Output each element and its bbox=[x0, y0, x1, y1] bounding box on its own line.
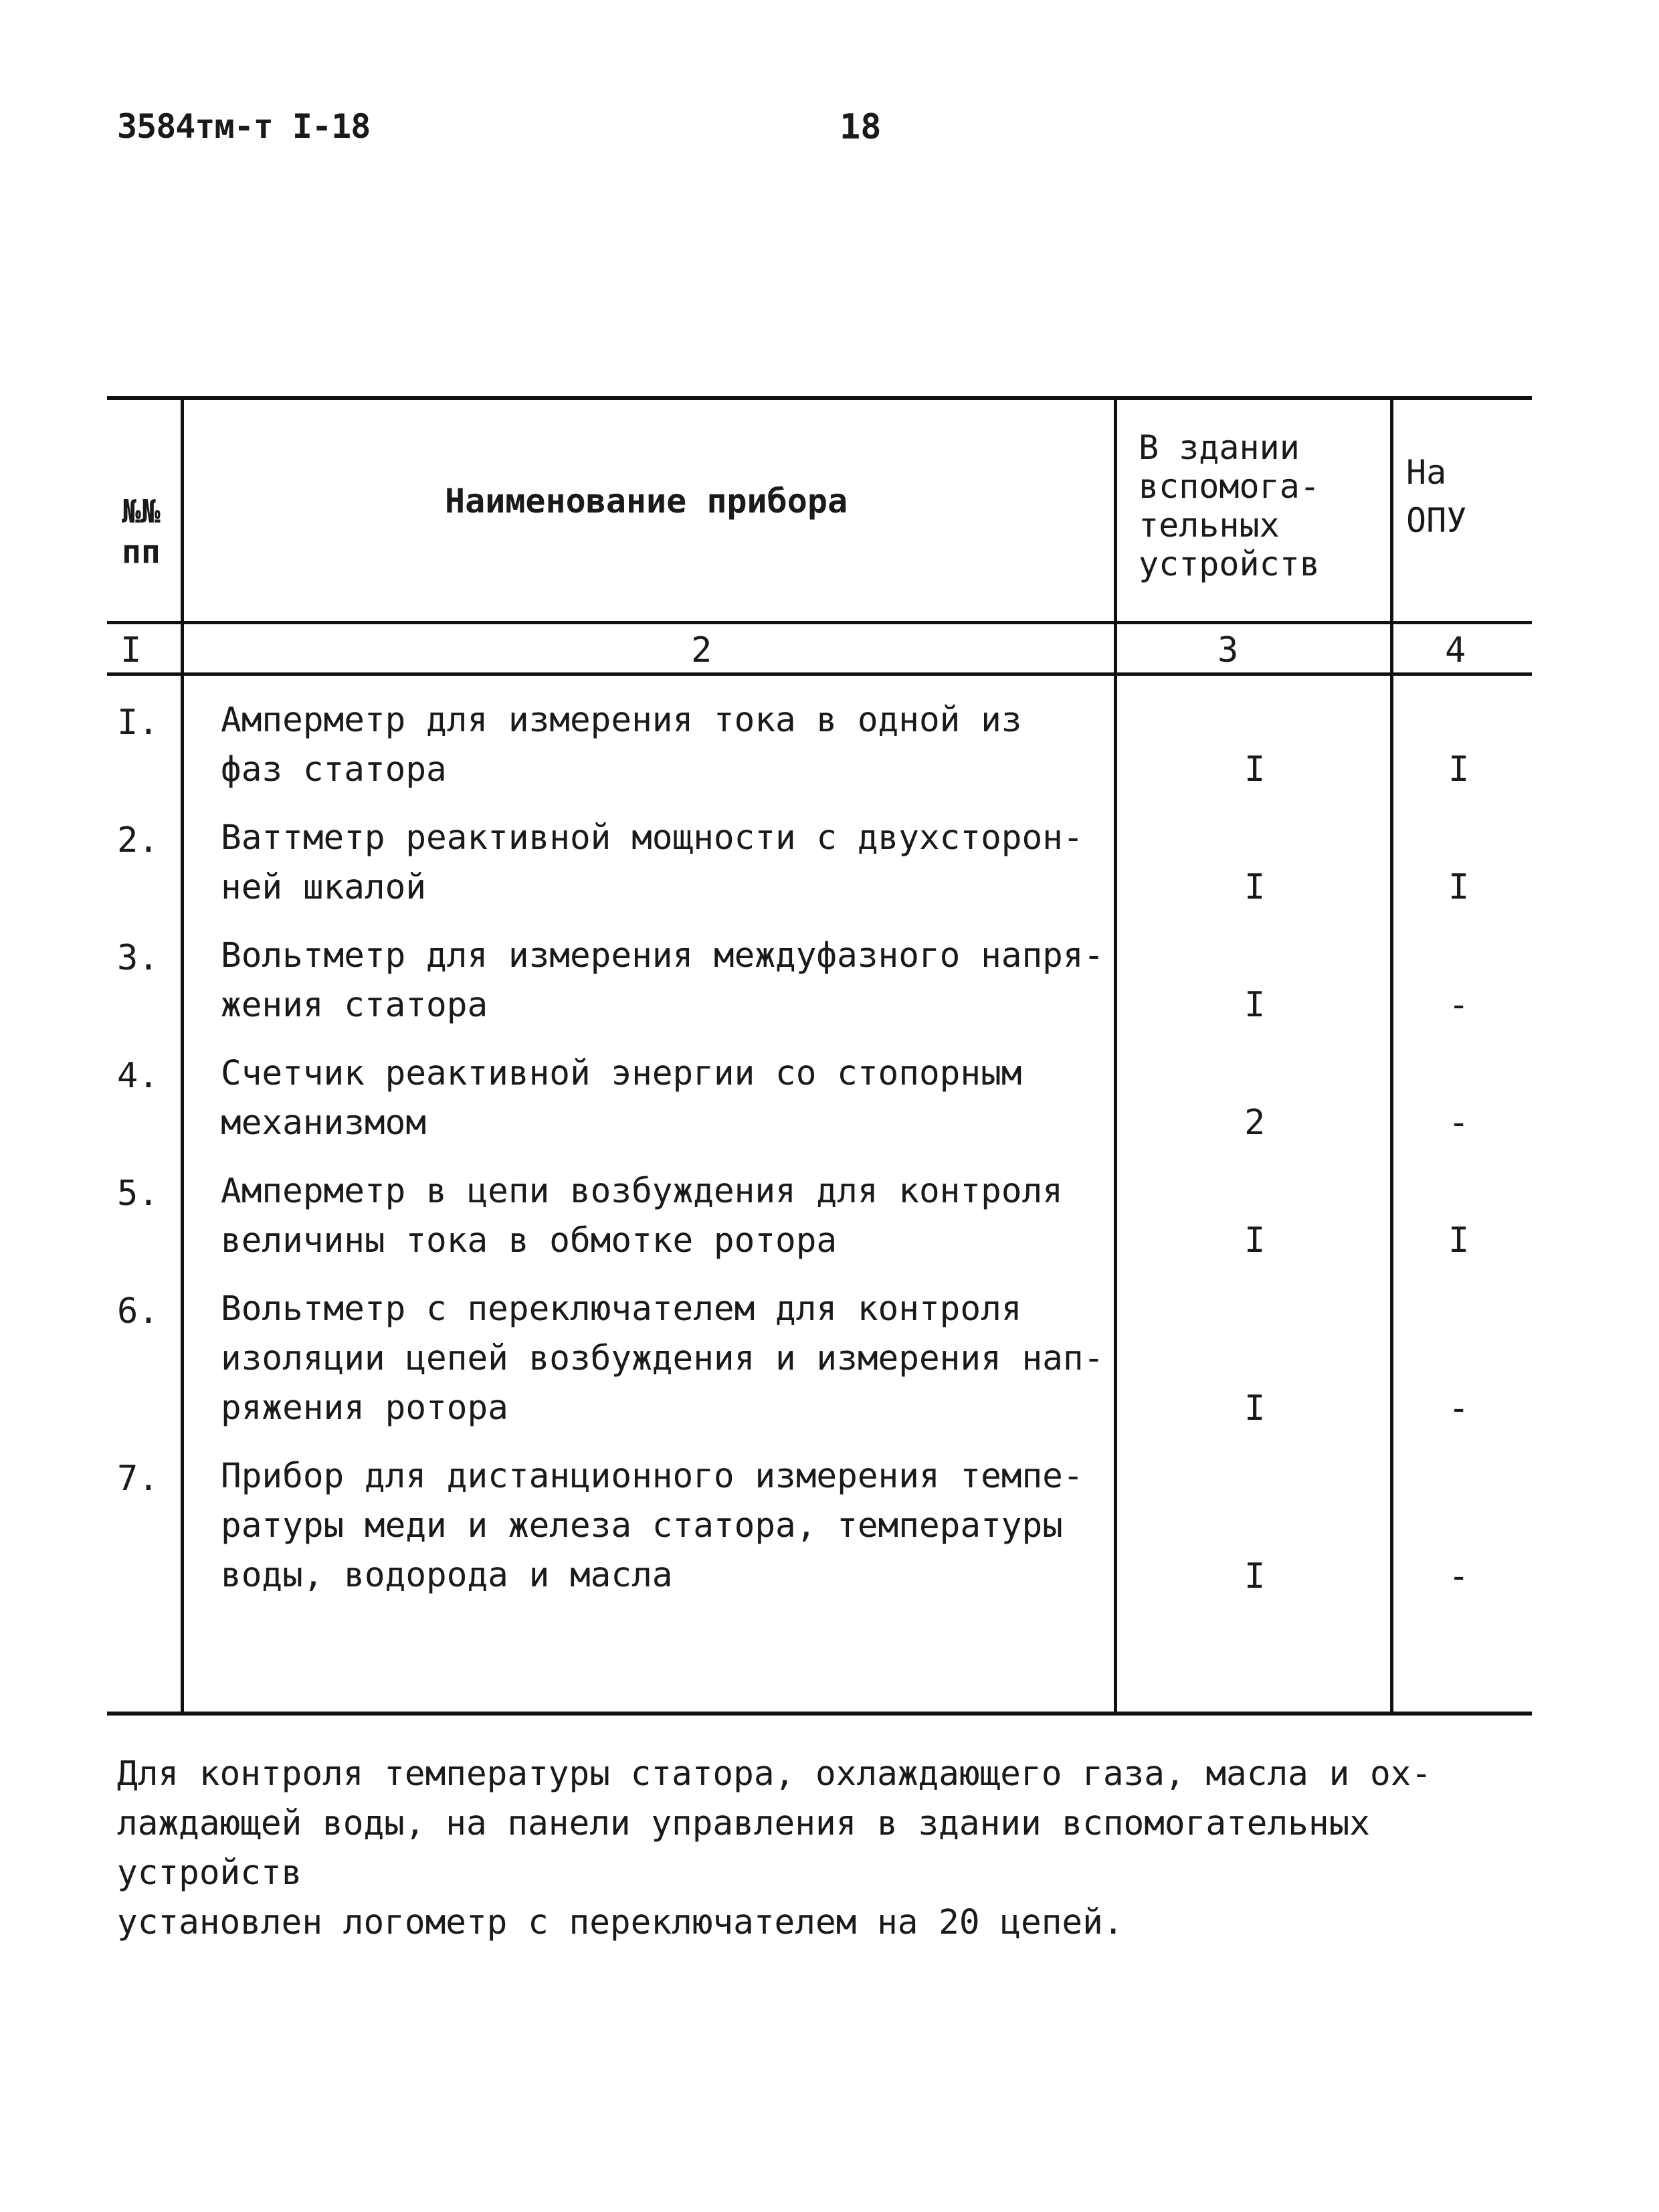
table-row-value-col3: I bbox=[1244, 749, 1266, 790]
table-row-name: Ваттметр реактивной мощности с двухсторон- ней шкалой bbox=[221, 818, 1084, 907]
table-row-value-col4: - bbox=[1448, 1388, 1470, 1428]
table-row-number: 7. bbox=[117, 1459, 159, 1499]
column-number-3: 3 bbox=[1217, 630, 1239, 670]
table-row-value-col4: - bbox=[1448, 985, 1470, 1025]
col-rule-3 bbox=[1390, 400, 1393, 1712]
column-number-2: 2 bbox=[691, 630, 712, 670]
colnum-bottom-rule bbox=[107, 672, 1532, 676]
header-number: №№ пп bbox=[122, 493, 161, 571]
table-row-name: Счетчик реактивной энергии со стопорным механизмом bbox=[221, 1054, 1022, 1143]
table-row-name: Амперметр в цепи возбуждения для контроля величины тока в обмотке ротора bbox=[221, 1172, 1063, 1261]
table-row-name: Вольтметр для измерения междуфазного напря- жения статора bbox=[221, 936, 1104, 1025]
document-code: 3584тм-т I-18 bbox=[117, 107, 371, 146]
table-row-number: 2. bbox=[117, 820, 159, 860]
table-row-number: 4. bbox=[117, 1056, 159, 1096]
header-bottom-rule bbox=[107, 621, 1532, 624]
table-row-value-col4: - bbox=[1448, 1556, 1470, 1596]
table-row-name: Амперметр для измерения тока в одной из фаз статора bbox=[221, 701, 1022, 790]
header-instrument-name: Наименование прибора bbox=[445, 482, 848, 521]
table-row-value-col3: I bbox=[1244, 1556, 1266, 1596]
header-auxiliary-building: В здании вспомога- тельных устройств bbox=[1139, 428, 1320, 583]
table-bottom-rule bbox=[107, 1712, 1532, 1716]
column-number-1: I bbox=[120, 630, 142, 670]
page-number: 18 bbox=[840, 107, 882, 147]
table-row-value-col3: I bbox=[1244, 1220, 1266, 1261]
table-row-number: 3. bbox=[117, 938, 159, 978]
table-row-number: 6. bbox=[117, 1291, 159, 1331]
header-control-panel: На ОПУ bbox=[1406, 453, 1467, 540]
note-paragraph: Для контроля температуры статора, охлаждающего газа, масла и ох- лаждающей воды, на панели управления в здании вспомогательных устройств установлен логометр с переключателем на 20 цепей. bbox=[117, 1754, 1432, 1942]
table-row-value-col3: I bbox=[1244, 867, 1266, 907]
table-row-number: 5. bbox=[117, 1174, 159, 1214]
table-row-value-col3: I bbox=[1244, 1388, 1266, 1428]
table-row-value-col4: I bbox=[1448, 867, 1470, 907]
table-row-name: Вольтметр с переключателем для контроля изоляции цепей возбуждения и измерения нап- ряжения ротора bbox=[221, 1289, 1104, 1428]
column-number-4: 4 bbox=[1445, 630, 1466, 670]
table-top-rule bbox=[107, 396, 1532, 400]
table-row-value-col4: I bbox=[1448, 1220, 1470, 1261]
table-row-number: I. bbox=[117, 703, 159, 743]
table-row-value-col3: 2 bbox=[1244, 1103, 1266, 1143]
col-rule-2 bbox=[1114, 400, 1117, 1712]
table-row-value-col4: I bbox=[1448, 749, 1470, 790]
table-row-value-col4: - bbox=[1448, 1103, 1470, 1143]
col-rule-1 bbox=[181, 400, 184, 1712]
table-row-name: Прибор для дистанционного измерения темпе- ратуры меди и железа статора, температуры воды, водорода и масла bbox=[221, 1457, 1084, 1595]
table-row-value-col3: I bbox=[1244, 985, 1266, 1025]
